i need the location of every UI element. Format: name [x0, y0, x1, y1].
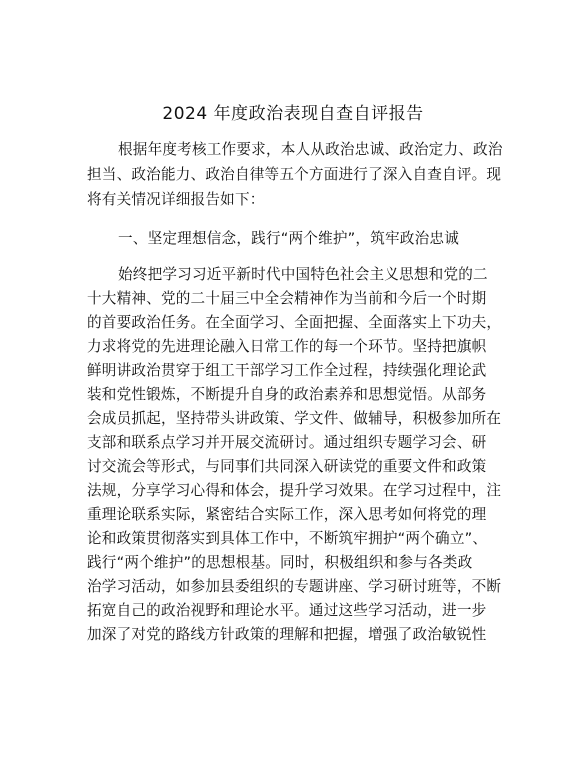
paragraph-line: 治学习活动，如参加县委组织的专题讲座、学习研讨班等，不断 — [87, 578, 502, 595]
paragraph-line: 论和政策贯彻落实到具体工作中，不断筑牢拥护“两个确立”、 — [87, 530, 488, 547]
paragraph-line: 的首要政治任务。在全面学习、全面把握、全面落实上下功夫， — [87, 314, 502, 331]
paragraph-line: 担当、政治能力、政治自律等五个方面进行了深入自查自评。现 — [87, 166, 502, 183]
paragraph-line: 始终把学习习近平新时代中国特色社会主义思想和党的二 — [118, 266, 488, 283]
paragraph-line: 践行“两个维护”的思想根基。同时，积极组织和参与各类政 — [87, 554, 473, 571]
paragraph-line: 会成员抓起，坚持带头讲政策、学文件、做辅导，积极参加所在 — [87, 410, 502, 427]
document-title: 2024 年度政治表现自查自评报告 — [162, 104, 424, 124]
paragraph-line: 拓宽自己的政治视野和理论水平。通过这些学习活动，进一步 — [87, 602, 487, 619]
paragraph-line: 力求将党的先进理论融入日常工作的每一个环节。坚持把旗帜 — [87, 338, 487, 355]
paragraph-line: 讨交流会等形式，与同事们共同深入研读党的重要文件和政策 — [87, 458, 487, 475]
paragraph-line: 法规，分享学习心得和体会，提升学习效果。在学习过程中，注 — [87, 482, 502, 499]
paragraph-line: 将有关情况详细报告如下： — [87, 191, 265, 208]
section-heading: 一、坚定理想信念，践行“两个维护”，筑牢政治忠诚 — [118, 230, 459, 247]
paragraph-line: 装和党性锻炼，不断提升自身的政治素养和思想觉悟。从部务 — [87, 386, 487, 403]
paragraph-line: 十大精神、党的二十届三中全会精神作为当前和今后一个时期 — [87, 290, 487, 307]
paragraph-line: 鲜明讲政治贯穿于组工干部学习工作全过程，持续强化理论武 — [87, 362, 487, 379]
paragraph-line: 加深了对党的路线方针政策的理解和把握，增强了政治敏锐性 — [87, 626, 487, 643]
paragraph-line: 重理论联系实际，紧密结合实际工作，深入思考如何将党的理 — [87, 506, 487, 523]
paragraph-line: 支部和联系点学习并开展交流研讨。通过组织专题学习会、研 — [87, 434, 487, 451]
paragraph-line: 根据年度考核工作要求，本人从政治忠诚、政治定力、政治 — [118, 141, 503, 158]
